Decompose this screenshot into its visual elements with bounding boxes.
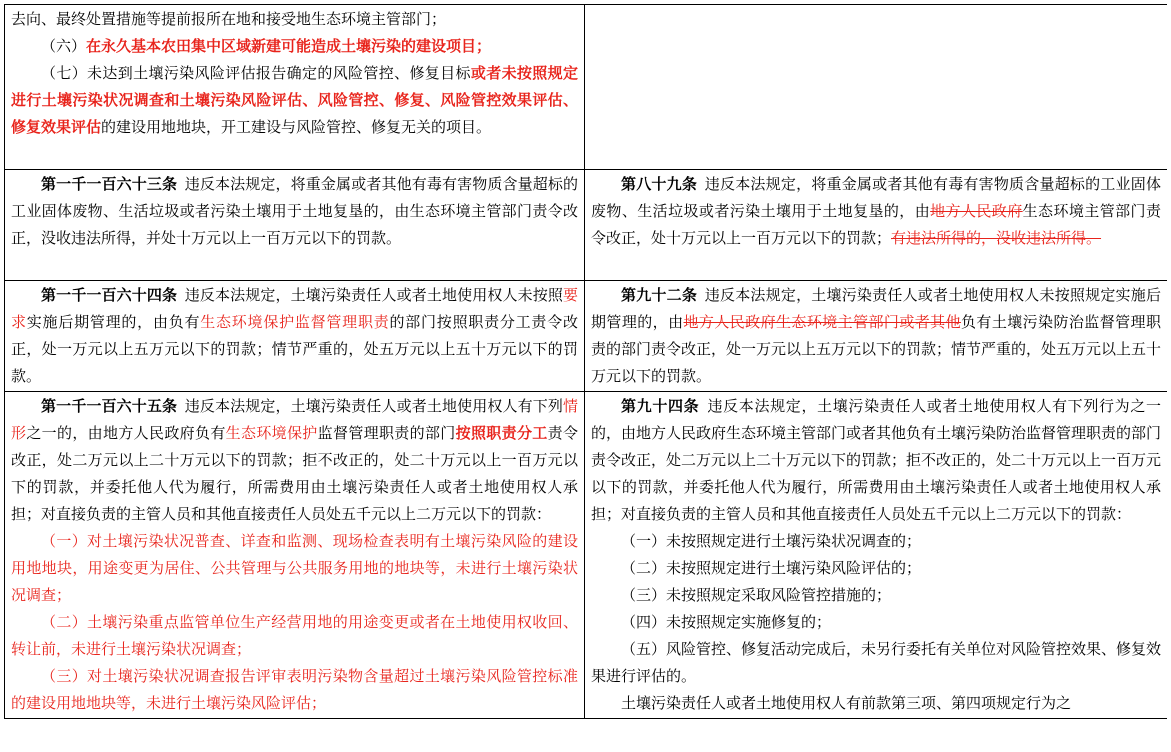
text-run: 监督管理职责的部门 bbox=[317, 424, 456, 442]
current-law-cell bbox=[585, 392, 1168, 719]
text-run: 违反本法规定，土壤污染责任人或者土地使用权人未按照 bbox=[184, 286, 563, 304]
amended-text: （三）对土壤污染状况调查报告评审表明污染物含量超过土壤污染风险管控标准的建设用地地块等，未进行土壤污染风险评估； bbox=[11, 667, 578, 712]
article-paragraph bbox=[11, 33, 578, 60]
text-run: （三）未按照规定采取风险管控措施的； bbox=[621, 586, 892, 604]
article-paragraph bbox=[591, 582, 1161, 609]
deleted-text: 地方人民政府生态环境主管部门或者其他 bbox=[683, 313, 961, 331]
text-run: （七）未达到土壤污染风险评估报告确定的风险管控、修复目标 bbox=[41, 64, 471, 82]
text-run: 第八十九条 bbox=[621, 175, 698, 193]
article-paragraph bbox=[11, 6, 578, 33]
draft-cell bbox=[5, 5, 585, 170]
table-row bbox=[5, 170, 1168, 281]
current-law-cell bbox=[585, 170, 1168, 281]
amended-text: （二）土壤污染重点监管单位生产经营用地的用途变更或者在土地使用权收回、转让前，未进行土壤污染状况调查； bbox=[11, 613, 578, 658]
comparison-table bbox=[4, 4, 1167, 719]
draft-cell bbox=[5, 281, 585, 392]
draft-cell bbox=[5, 170, 585, 281]
amended-text: 在永久基本农田集中区域新建可能造成土壤污染的建设项目； bbox=[86, 37, 492, 55]
text-run: 责令改正，处二万元以上二十万元以下的罚款；拒不改正的，处二十万元以上一百万元以下的罚款，并委托他人代为履行，所需费用由土壤污染责任人或者土地使用权人承担；对直接负责的主管人员和其他直接责任人员处五千元以上二万元以下的罚款： bbox=[11, 424, 578, 523]
amended-text: 生态环境保护 bbox=[225, 424, 318, 442]
text-run: （六） bbox=[41, 37, 87, 55]
amended-text: 或者未按照规定进行土壤污染状况调查和土壤污染风险评估、风险管控、修复、风险管控效果评估、修复效果评估 bbox=[11, 64, 578, 136]
text-run: 负有土壤污染防治监督管理职责的部门责令改正，处一万元以上五万元以下的罚款；情节严重的，处五万元以上五十万元以下的罚款。 bbox=[591, 313, 1162, 385]
article-paragraph bbox=[11, 609, 578, 663]
text-run: 的部门按照职责分工责令改正，处一万元以上五万元以下的罚款；情节严重的，处五万元以上五十万元以下的罚款。 bbox=[11, 313, 578, 385]
text-run: 的建设用地地块，开工建设与风险管控、修复无关的项目。 bbox=[101, 118, 492, 136]
table-row bbox=[5, 281, 1168, 392]
article-paragraph bbox=[11, 171, 578, 252]
table-row bbox=[5, 392, 1168, 719]
text-run: （二）未按照规定进行土壤污染风险评估的； bbox=[621, 559, 922, 577]
article-paragraph bbox=[591, 609, 1161, 636]
text-run: 第九十四条 bbox=[621, 397, 700, 415]
text-run: 第一千一百六十五条 bbox=[41, 397, 178, 415]
text-run: （一）未按照规定进行土壤污染状况调查的； bbox=[621, 532, 922, 550]
text-run: 第一千一百六十三条 bbox=[41, 175, 178, 193]
article-paragraph bbox=[591, 282, 1161, 390]
article-paragraph bbox=[591, 393, 1161, 528]
text-run: （五）风险管控、修复活动完成后，未另行委托有关单位对风险管控效果、修复效果进行评估的。 bbox=[591, 640, 1162, 685]
table-row bbox=[5, 5, 1168, 170]
current-law-cell bbox=[585, 281, 1168, 392]
article-paragraph bbox=[591, 555, 1161, 582]
deleted-text: 有违法所得的，没收违法所得。 bbox=[891, 229, 1102, 247]
amended-text: 要求 bbox=[11, 286, 578, 331]
text-run: 第九十二条 bbox=[621, 286, 698, 304]
text-run: 土壤污染责任人或者土地使用权人有前款第三项、第四项规定行为之 bbox=[621, 694, 1072, 712]
text-run: 实施后期管理的，由负有 bbox=[26, 313, 201, 331]
text-run: 去向、最终处置措施等提前报所在地和接受地生态环境主管部门； bbox=[11, 10, 447, 28]
text-run: （四）未按照规定实施修复的； bbox=[621, 613, 832, 631]
text-run: 生态环境主管部门责令改正，处十万元以上一百万元以下的罚款； bbox=[591, 202, 1161, 247]
text-run: 之一的，由地方人民政府负有 bbox=[26, 424, 226, 442]
article-paragraph bbox=[11, 60, 578, 141]
text-run: 违反本法规定，土壤污染责任人或者土地使用权人未按照规定实施后期管理的，由 bbox=[591, 286, 1161, 331]
text-run: 违反本法规定，将重金属或者其他有毒有害物质含量超标的工业固体废物、生活垃圾或者污染土壤用于土地复垦的，由 bbox=[591, 175, 1161, 220]
article-paragraph bbox=[11, 393, 578, 528]
article-paragraph bbox=[11, 282, 578, 390]
amended-text: 情形 bbox=[11, 397, 578, 442]
article-paragraph bbox=[11, 528, 578, 609]
article-paragraph bbox=[591, 528, 1161, 555]
comparison-document bbox=[4, 4, 1167, 752]
current-law-cell bbox=[585, 5, 1168, 170]
text-run: 违反本法规定，土壤污染责任人或者土地使用权人有下列行为之一的，由地方人民政府生态环境主管部门或者其他负有土壤污染防治监督管理职责的部门责令改正，处二万元以上二十万元以下的罚款；拒不改正的，处二十万元以上一百万元以下的罚款，并委托他人代为履行，所需费用由土壤污染责任人或者土地使用权人承担；对直接负责的主管人员和其他直接责任人员处五千元以上二万元以下的罚款： bbox=[591, 397, 1162, 523]
article-paragraph bbox=[11, 663, 578, 717]
text-run: 违反本法规定，将重金属或者其他有毒有害物质含量超标的工业固体废物、生活垃圾或者污染土壤用于土地复垦的，由生态环境主管部门责令改正，没收违法所得，并处十万元以上一百万元以下的罚款。 bbox=[11, 175, 578, 247]
article-paragraph bbox=[591, 171, 1161, 252]
deleted-text: 地方人民政府 bbox=[930, 202, 1023, 220]
amended-text: 按照职责分工 bbox=[455, 424, 548, 442]
text-run: 第一千一百六十四条 bbox=[41, 286, 178, 304]
article-paragraph bbox=[591, 690, 1161, 717]
text-run: 违反本法规定，土壤污染责任人或者土地使用权人有下列 bbox=[184, 397, 563, 415]
amended-text: 生态环境保护监督管理职责 bbox=[200, 313, 390, 331]
draft-cell bbox=[5, 392, 585, 719]
article-paragraph bbox=[591, 636, 1161, 690]
amended-text: （一）对土壤污染状况普查、详查和监测、现场检查表明有土壤污染风险的建设用地地块，用途变更为居住、公共管理与公共服务用地的地块等，未进行土壤污染状况调查； bbox=[11, 532, 578, 604]
